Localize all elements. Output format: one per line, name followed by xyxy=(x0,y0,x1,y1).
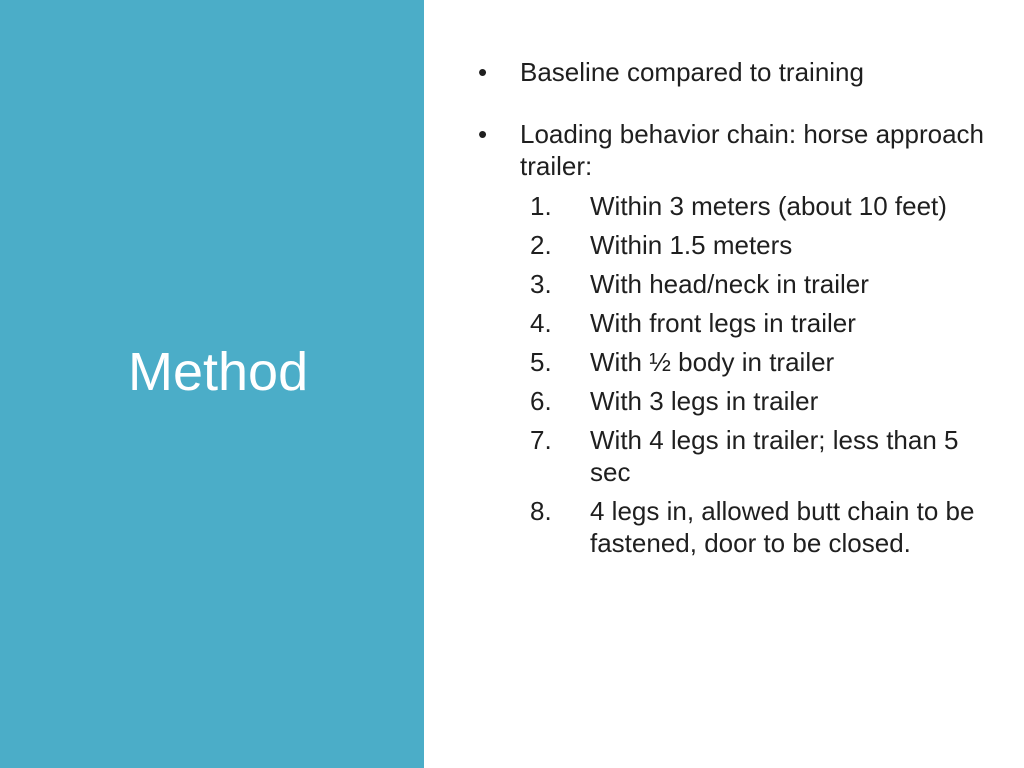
title-panel xyxy=(0,0,424,768)
step-number: 6. xyxy=(530,386,552,416)
step-item xyxy=(520,346,998,378)
step-text: With front legs in trailer xyxy=(590,308,856,338)
step-number: 4. xyxy=(530,308,552,338)
slide-title: Method xyxy=(128,342,309,402)
step-number: 2. xyxy=(530,230,552,260)
step-item xyxy=(520,307,998,339)
step-text: With 3 legs in trailer xyxy=(590,386,819,416)
step-text: 4 legs in, allowed butt chain to be fastened, door to be closed. xyxy=(590,496,975,558)
step-text: Within 1.5 meters xyxy=(590,230,793,260)
bullet-item xyxy=(478,56,998,88)
step-number: 3. xyxy=(530,269,552,299)
steps-list xyxy=(520,190,998,559)
step-number: 1. xyxy=(530,191,552,221)
step-item xyxy=(520,385,998,417)
step-text: Within 3 meters (about 10 feet) xyxy=(590,191,947,221)
step-item xyxy=(520,268,998,300)
step-item xyxy=(520,495,998,559)
step-number: 8. xyxy=(530,496,552,526)
step-item xyxy=(520,229,998,261)
bullet-text: Loading behavior chain: horse approach trailer: xyxy=(520,119,985,181)
step-number: 5. xyxy=(530,347,552,377)
step-item xyxy=(520,190,998,222)
step-number: 7. xyxy=(530,425,552,455)
slide-content xyxy=(478,56,998,559)
step-text: With head/neck in trailer xyxy=(590,269,869,299)
step-text: With ½ body in trailer xyxy=(590,347,835,377)
bullet-item xyxy=(478,118,998,559)
bullet-marker: • xyxy=(478,119,488,149)
bullet-marker: • xyxy=(478,57,488,87)
bullet-text: Baseline compared to training xyxy=(520,57,864,87)
step-text: With 4 legs in trailer; less than 5 sec xyxy=(590,425,959,487)
step-item xyxy=(520,424,998,488)
